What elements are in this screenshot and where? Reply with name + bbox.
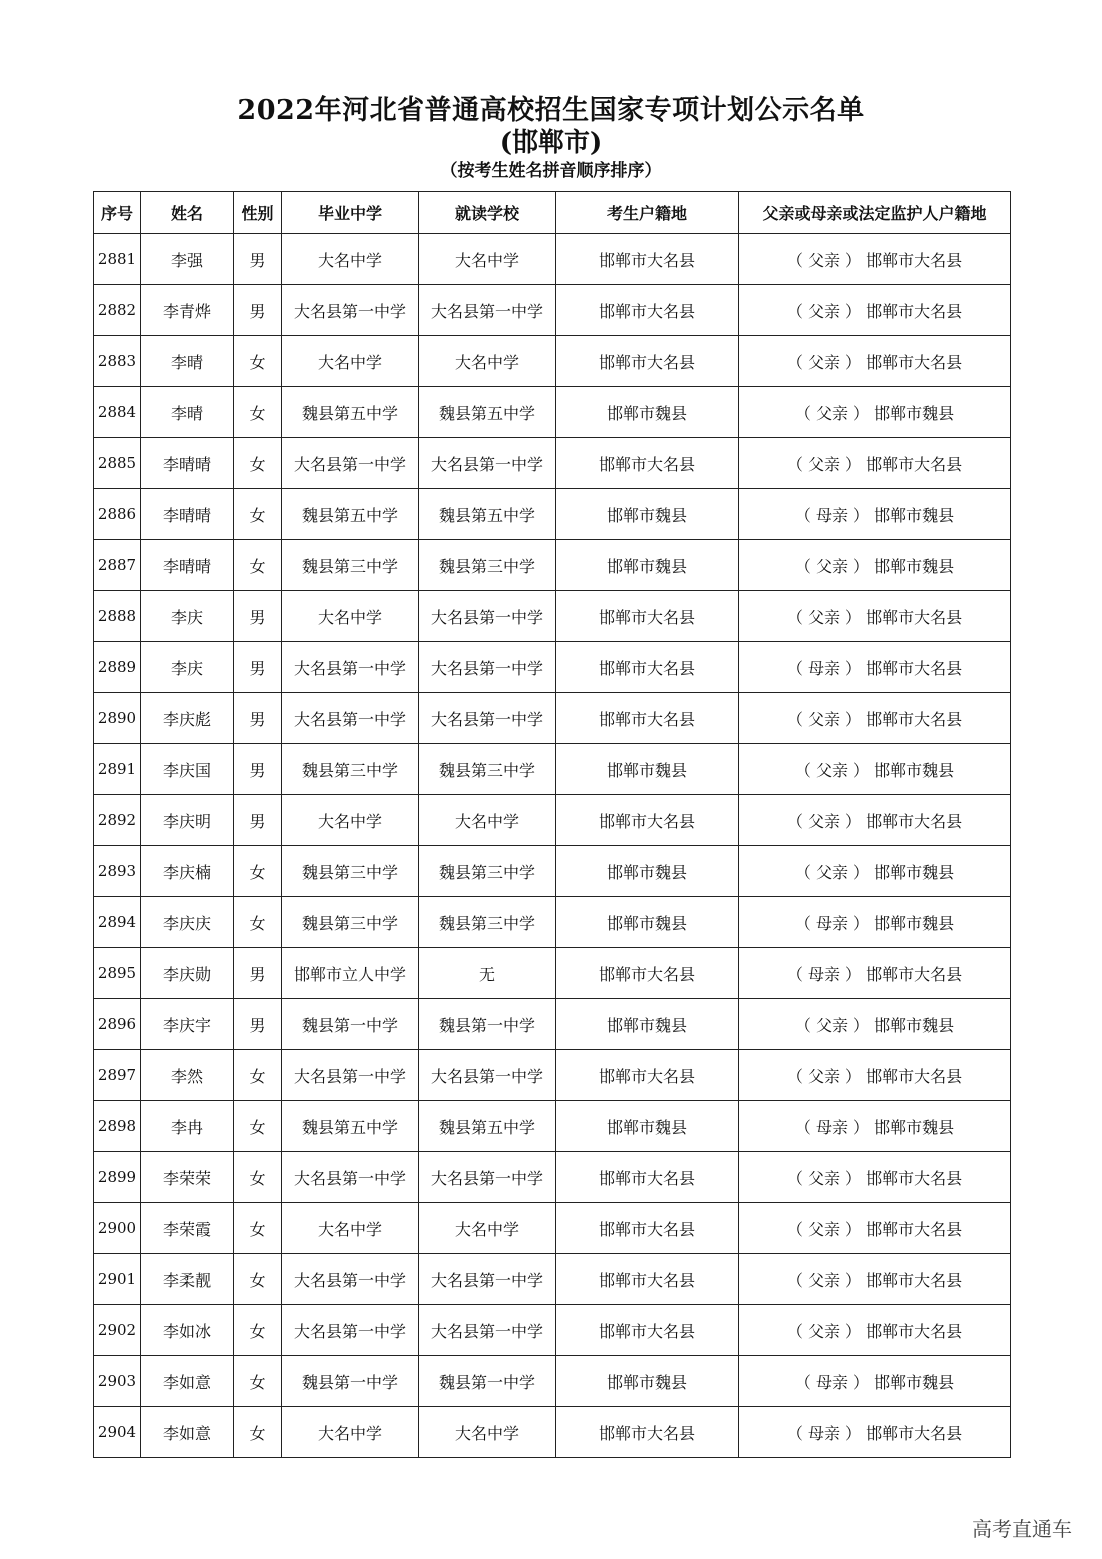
cell-gender: 女 <box>234 1305 282 1356</box>
cell-current-school: 魏县第一中学 <box>419 1356 556 1407</box>
cell-student-residence: 邯郸市魏县 <box>556 999 739 1050</box>
document-title: 2022年河北省普通高校招生国家专项计划公示名单 <box>237 95 865 126</box>
cell-seq: 2903 <box>94 1356 141 1407</box>
table-row <box>94 489 1011 540</box>
cell-gender: 男 <box>234 234 282 285</box>
cell-seq: 2896 <box>94 999 141 1050</box>
cell-name: 李晴 <box>141 387 234 438</box>
cell-guardian-residence: （ 父亲 ） 邯郸市大名县 <box>739 693 1011 744</box>
cell-guardian-residence: （ 父亲 ） 邯郸市大名县 <box>739 234 1011 285</box>
cell-student-residence: 邯郸市大名县 <box>556 336 739 387</box>
cell-graduated-school: 大名中学 <box>282 795 419 846</box>
cell-name: 李晴 <box>141 336 234 387</box>
cell-current-school: 魏县第三中学 <box>419 897 556 948</box>
cell-student-residence: 邯郸市大名县 <box>556 1050 739 1101</box>
col-header-current-school: 就读学校 <box>419 192 556 234</box>
cell-seq: 2901 <box>94 1254 141 1305</box>
cell-seq: 2891 <box>94 744 141 795</box>
cell-guardian-residence: （ 父亲 ） 邯郸市魏县 <box>739 387 1011 438</box>
cell-guardian-residence: （ 父亲 ） 邯郸市大名县 <box>739 1254 1011 1305</box>
cell-graduated-school: 魏县第五中学 <box>282 387 419 438</box>
cell-gender: 女 <box>234 336 282 387</box>
cell-name: 李然 <box>141 1050 234 1101</box>
cell-current-school: 魏县第三中学 <box>419 744 556 795</box>
cell-seq: 2899 <box>94 1152 141 1203</box>
table-row <box>94 438 1011 489</box>
cell-gender: 女 <box>234 1254 282 1305</box>
cell-seq: 2881 <box>94 234 141 285</box>
cell-gender: 女 <box>234 387 282 438</box>
cell-current-school: 大名县第一中学 <box>419 438 556 489</box>
cell-current-school: 魏县第一中学 <box>419 999 556 1050</box>
cell-student-residence: 邯郸市魏县 <box>556 897 739 948</box>
cell-graduated-school: 魏县第三中学 <box>282 540 419 591</box>
cell-name: 李庆楠 <box>141 846 234 897</box>
table-row <box>94 642 1011 693</box>
cell-student-residence: 邯郸市魏县 <box>556 1356 739 1407</box>
cell-student-residence: 邯郸市大名县 <box>556 1305 739 1356</box>
cell-seq: 2895 <box>94 948 141 999</box>
cell-current-school: 魏县第三中学 <box>419 846 556 897</box>
cell-gender: 男 <box>234 744 282 795</box>
cell-seq: 2883 <box>94 336 141 387</box>
cell-graduated-school: 大名县第一中学 <box>282 1050 419 1101</box>
cell-name: 李庆 <box>141 591 234 642</box>
table-row <box>94 387 1011 438</box>
cell-seq: 2894 <box>94 897 141 948</box>
cell-current-school: 无 <box>419 948 556 999</box>
watermark-text: 高考直通车 <box>972 1517 1072 1541</box>
cell-student-residence: 邯郸市大名县 <box>556 1203 739 1254</box>
table-row <box>94 1254 1011 1305</box>
cell-current-school: 魏县第五中学 <box>419 387 556 438</box>
table-row <box>94 1356 1011 1407</box>
document-sort-note: （按考生姓名拼音顺序排序） <box>440 161 662 181</box>
cell-student-residence: 邯郸市魏县 <box>556 540 739 591</box>
cell-guardian-residence: （ 父亲 ） 邯郸市魏县 <box>739 999 1011 1050</box>
cell-seq: 2887 <box>94 540 141 591</box>
table-header-row <box>94 192 1011 234</box>
cell-current-school: 大名中学 <box>419 1203 556 1254</box>
cell-guardian-residence: （ 母亲 ） 邯郸市魏县 <box>739 489 1011 540</box>
cell-graduated-school: 大名县第一中学 <box>282 285 419 336</box>
table-row <box>94 744 1011 795</box>
cell-name: 李如意 <box>141 1356 234 1407</box>
table-row <box>94 897 1011 948</box>
cell-gender: 女 <box>234 1203 282 1254</box>
cell-guardian-residence: （ 母亲 ） 邯郸市魏县 <box>739 1101 1011 1152</box>
cell-guardian-residence: （ 父亲 ） 邯郸市大名县 <box>739 336 1011 387</box>
cell-student-residence: 邯郸市大名县 <box>556 438 739 489</box>
cell-graduated-school: 大名县第一中学 <box>282 1305 419 1356</box>
cell-seq: 2885 <box>94 438 141 489</box>
cell-name: 李青烨 <box>141 285 234 336</box>
cell-graduated-school: 魏县第三中学 <box>282 897 419 948</box>
cell-gender: 女 <box>234 1407 282 1458</box>
cell-current-school: 大名县第一中学 <box>419 591 556 642</box>
cell-graduated-school: 大名中学 <box>282 234 419 285</box>
cell-student-residence: 邯郸市魏县 <box>556 744 739 795</box>
cell-guardian-residence: （ 母亲 ） 邯郸市魏县 <box>739 897 1011 948</box>
table-row <box>94 1152 1011 1203</box>
table-row <box>94 948 1011 999</box>
cell-student-residence: 邯郸市大名县 <box>556 948 739 999</box>
cell-current-school: 大名中学 <box>419 1407 556 1458</box>
cell-name: 李如意 <box>141 1407 234 1458</box>
cell-current-school: 大名县第一中学 <box>419 693 556 744</box>
cell-name: 李晴晴 <box>141 540 234 591</box>
cell-name: 李庆宇 <box>141 999 234 1050</box>
col-header-student-residence: 考生户籍地 <box>556 192 739 234</box>
cell-guardian-residence: （ 母亲 ） 邯郸市大名县 <box>739 948 1011 999</box>
cell-graduated-school: 大名县第一中学 <box>282 1152 419 1203</box>
cell-name: 李庆庆 <box>141 897 234 948</box>
cell-student-residence: 邯郸市魏县 <box>556 387 739 438</box>
cell-seq: 2884 <box>94 387 141 438</box>
table-row <box>94 540 1011 591</box>
cell-guardian-residence: （ 父亲 ） 邯郸市大名县 <box>739 285 1011 336</box>
table-row <box>94 1101 1011 1152</box>
cell-current-school: 大名县第一中学 <box>419 285 556 336</box>
cell-graduated-school: 大名县第一中学 <box>282 693 419 744</box>
cell-current-school: 大名县第一中学 <box>419 1254 556 1305</box>
table-row <box>94 1305 1011 1356</box>
cell-seq: 2898 <box>94 1101 141 1152</box>
table-row <box>94 846 1011 897</box>
cell-name: 李冉 <box>141 1101 234 1152</box>
cell-name: 李晴晴 <box>141 438 234 489</box>
table-row <box>94 693 1011 744</box>
cell-name: 李晴晴 <box>141 489 234 540</box>
cell-graduated-school: 大名中学 <box>282 1407 419 1458</box>
cell-guardian-residence: （ 父亲 ） 邯郸市大名县 <box>739 591 1011 642</box>
cell-guardian-residence: （ 父亲 ） 邯郸市大名县 <box>739 1152 1011 1203</box>
cell-gender: 男 <box>234 948 282 999</box>
table-row <box>94 999 1011 1050</box>
cell-graduated-school: 邯郸市立人中学 <box>282 948 419 999</box>
cell-graduated-school: 魏县第五中学 <box>282 489 419 540</box>
cell-guardian-residence: （ 父亲 ） 邯郸市大名县 <box>739 1203 1011 1254</box>
cell-student-residence: 邯郸市魏县 <box>556 489 739 540</box>
cell-name: 李庆 <box>141 642 234 693</box>
table-row <box>94 1407 1011 1458</box>
table-row <box>94 285 1011 336</box>
cell-current-school: 大名县第一中学 <box>419 1050 556 1101</box>
cell-current-school: 大名中学 <box>419 234 556 285</box>
cell-guardian-residence: （ 父亲 ） 邯郸市大名县 <box>739 438 1011 489</box>
cell-student-residence: 邯郸市大名县 <box>556 1407 739 1458</box>
table-row <box>94 1203 1011 1254</box>
col-header-gender: 性别 <box>234 192 282 234</box>
cell-gender: 女 <box>234 540 282 591</box>
cell-guardian-residence: （ 父亲 ） 邯郸市大名县 <box>739 795 1011 846</box>
col-header-seq: 序号 <box>94 192 141 234</box>
cell-seq: 2888 <box>94 591 141 642</box>
cell-student-residence: 邯郸市大名县 <box>556 591 739 642</box>
col-header-guardian-residence: 父亲或母亲或法定监护人户籍地 <box>739 192 1011 234</box>
cell-name: 李如冰 <box>141 1305 234 1356</box>
cell-graduated-school: 大名县第一中学 <box>282 642 419 693</box>
cell-current-school: 大名县第一中学 <box>419 1152 556 1203</box>
cell-guardian-residence: （ 母亲 ） 邯郸市大名县 <box>739 1407 1011 1458</box>
cell-graduated-school: 大名中学 <box>282 1203 419 1254</box>
cell-student-residence: 邯郸市大名县 <box>556 642 739 693</box>
col-header-name: 姓名 <box>141 192 234 234</box>
cell-gender: 女 <box>234 438 282 489</box>
cell-gender: 女 <box>234 1050 282 1101</box>
document-subtitle: (邯郸市) <box>499 128 603 158</box>
cell-seq: 2886 <box>94 489 141 540</box>
cell-guardian-residence: （ 母亲 ） 邯郸市大名县 <box>739 642 1011 693</box>
cell-guardian-residence: （ 父亲 ） 邯郸市大名县 <box>739 1050 1011 1101</box>
cell-graduated-school: 魏县第一中学 <box>282 999 419 1050</box>
cell-gender: 男 <box>234 693 282 744</box>
cell-name: 李庆明 <box>141 795 234 846</box>
table-row <box>94 795 1011 846</box>
cell-graduated-school: 魏县第一中学 <box>282 1356 419 1407</box>
cell-seq: 2897 <box>94 1050 141 1101</box>
cell-current-school: 大名中学 <box>419 336 556 387</box>
cell-graduated-school: 大名中学 <box>282 336 419 387</box>
cell-student-residence: 邯郸市大名县 <box>556 1254 739 1305</box>
cell-graduated-school: 大名县第一中学 <box>282 438 419 489</box>
cell-current-school: 大名中学 <box>419 795 556 846</box>
cell-gender: 男 <box>234 285 282 336</box>
cell-name: 李荣霞 <box>141 1203 234 1254</box>
cell-gender: 男 <box>234 642 282 693</box>
col-header-graduated-school: 毕业中学 <box>282 192 419 234</box>
cell-seq: 2900 <box>94 1203 141 1254</box>
cell-seq: 2893 <box>94 846 141 897</box>
cell-current-school: 魏县第五中学 <box>419 1101 556 1152</box>
cell-graduated-school: 大名县第一中学 <box>282 1254 419 1305</box>
cell-seq: 2904 <box>94 1407 141 1458</box>
cell-seq: 2889 <box>94 642 141 693</box>
table-body <box>94 234 1011 1458</box>
cell-guardian-residence: （ 父亲 ） 邯郸市魏县 <box>739 540 1011 591</box>
cell-student-residence: 邯郸市大名县 <box>556 285 739 336</box>
cell-gender: 女 <box>234 1101 282 1152</box>
cell-guardian-residence: （ 父亲 ） 邯郸市魏县 <box>739 744 1011 795</box>
table-row <box>94 336 1011 387</box>
cell-graduated-school: 魏县第三中学 <box>282 744 419 795</box>
cell-gender: 男 <box>234 591 282 642</box>
cell-gender: 女 <box>234 897 282 948</box>
cell-current-school: 大名县第一中学 <box>419 1305 556 1356</box>
cell-graduated-school: 大名中学 <box>282 591 419 642</box>
cell-gender: 女 <box>234 1152 282 1203</box>
cell-student-residence: 邯郸市大名县 <box>556 693 739 744</box>
cell-name: 李庆国 <box>141 744 234 795</box>
cell-gender: 男 <box>234 795 282 846</box>
cell-name: 李强 <box>141 234 234 285</box>
cell-gender: 女 <box>234 1356 282 1407</box>
cell-name: 李庆勋 <box>141 948 234 999</box>
cell-current-school: 魏县第三中学 <box>419 540 556 591</box>
cell-graduated-school: 魏县第三中学 <box>282 846 419 897</box>
table-row <box>94 1050 1011 1101</box>
cell-guardian-residence: （ 父亲 ） 邯郸市大名县 <box>739 1305 1011 1356</box>
cell-gender: 女 <box>234 846 282 897</box>
cell-student-residence: 邯郸市大名县 <box>556 234 739 285</box>
cell-gender: 女 <box>234 489 282 540</box>
table-row <box>94 234 1011 285</box>
cell-guardian-residence: （ 父亲 ） 邯郸市魏县 <box>739 846 1011 897</box>
cell-seq: 2892 <box>94 795 141 846</box>
table-row <box>94 591 1011 642</box>
cell-name: 李庆彪 <box>141 693 234 744</box>
cell-seq: 2882 <box>94 285 141 336</box>
cell-seq: 2902 <box>94 1305 141 1356</box>
cell-seq: 2890 <box>94 693 141 744</box>
cell-gender: 男 <box>234 999 282 1050</box>
cell-name: 李柔靓 <box>141 1254 234 1305</box>
cell-current-school: 魏县第五中学 <box>419 489 556 540</box>
roster-table <box>93 191 1011 1458</box>
cell-current-school: 大名县第一中学 <box>419 642 556 693</box>
cell-name: 李荣荣 <box>141 1152 234 1203</box>
cell-student-residence: 邯郸市大名县 <box>556 795 739 846</box>
cell-student-residence: 邯郸市魏县 <box>556 846 739 897</box>
cell-student-residence: 邯郸市魏县 <box>556 1101 739 1152</box>
cell-guardian-residence: （ 母亲 ） 邯郸市魏县 <box>739 1356 1011 1407</box>
cell-student-residence: 邯郸市大名县 <box>556 1152 739 1203</box>
cell-graduated-school: 魏县第五中学 <box>282 1101 419 1152</box>
